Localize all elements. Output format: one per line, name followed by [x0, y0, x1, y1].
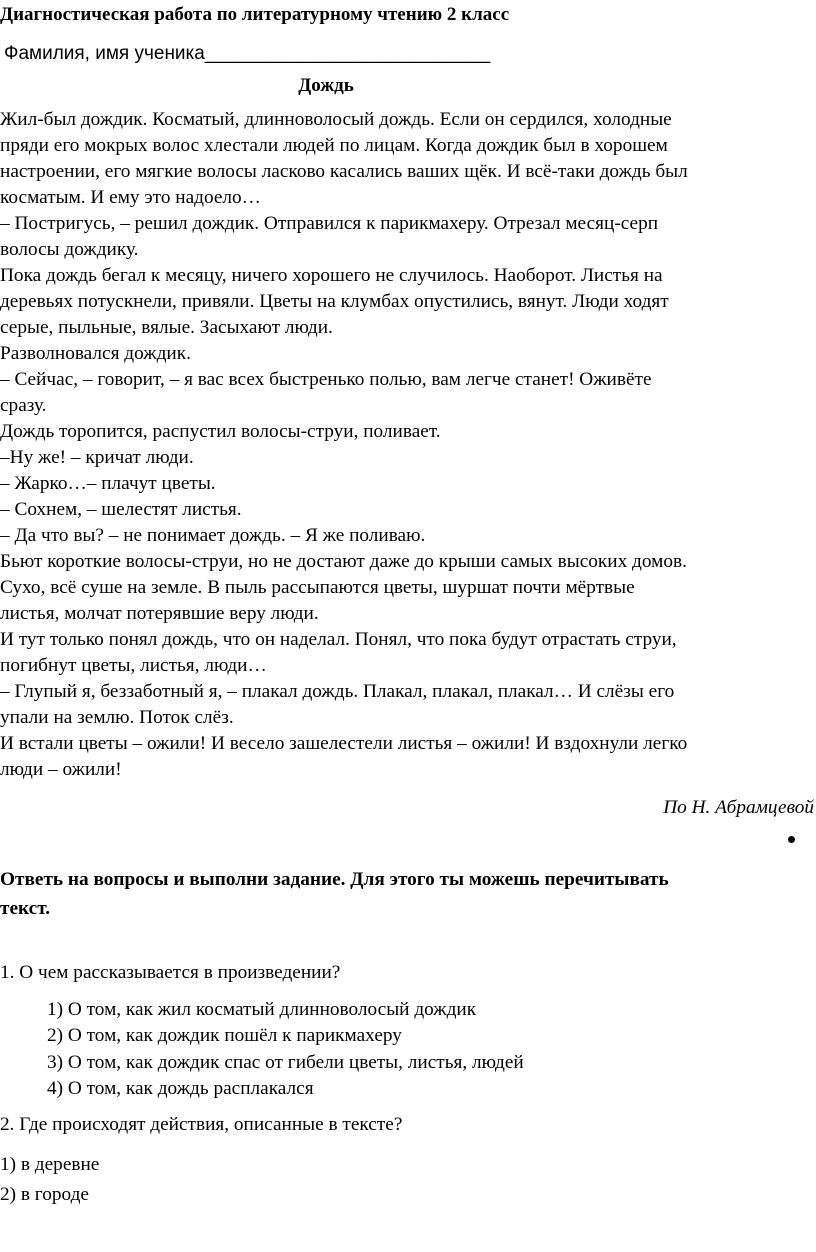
answer-option: 1) О том, как жил косматый длинноволосый дождик: [47, 999, 477, 1020]
question-2-options: [0, 1150, 99, 1210]
story-line: Разволновался дождик.: [0, 343, 191, 364]
bullet-dot: [788, 836, 795, 843]
story-line: – Жарко…– плачут цветы.: [0, 473, 216, 494]
story-line: Жил-был дождик. Косматый, длинноволосый дождь. Если он сердился, холодные: [0, 109, 672, 130]
story-line: люди – ожили!: [0, 759, 122, 780]
story-line: упали на землю. Поток слёз.: [0, 707, 234, 728]
story-line: – Постригусь, – решил дождик. Отправился к парикмахеру. Отрезал месяц-серп: [0, 213, 659, 234]
story-line: –Ну же! – кричат люди.: [0, 447, 194, 468]
answer-option: 2) О том, как дождик пошёл к парикмахеру: [47, 1025, 402, 1047]
story-line: И тут только понял дождь, что он наделал. Понял, что пока будут отрастать струи,: [0, 629, 677, 650]
story-line: деревьях потускнели, привяли. Цветы на клумбах опустились, вянут. Люди ходят: [0, 291, 669, 312]
answer-option: 1) в деревне: [0, 1154, 100, 1175]
story-line: – Глупый я, беззаботный я, – плакал дождь. Плакал, плакал, плакал… И слёзы его: [0, 681, 675, 702]
story-line: серые, пыльные, вялые. Засыхают люди.: [0, 317, 333, 338]
story-line: Дождь торопится, распустил волосы-струи, поливает.: [0, 421, 441, 442]
story-title: Дождь: [298, 75, 354, 96]
student-name-label: Фамилия, имя ученика: [4, 43, 205, 64]
instruction-line: текст.: [0, 898, 51, 919]
answer-option: 2) в городе: [0, 1184, 89, 1205]
student-name-line: [4, 43, 490, 65]
story-line: Бьют короткие волосы-струи, но не достают даже до крыши самых высоких домов.: [0, 551, 687, 572]
story-line: настроении, его мягкие волосы ласково касались ваших щёк. И всё-таки дождь был: [0, 161, 688, 182]
story-line: – Сейчас, – говорит, – я вас всех быстренько полью, вам легче станет! Оживёте: [0, 369, 652, 390]
answer-option: 4) О том, как дождь расплакался: [47, 1077, 314, 1099]
answer-option: 3) О том, как дождик спас от гибели цветы, листья, людей: [47, 1051, 524, 1073]
story-line: сразу.: [0, 395, 47, 416]
story-line: погибнут цветы, листья, люди…: [0, 655, 267, 676]
question-2: 2. Где происходят действия, описанные в тексте?: [0, 1114, 403, 1135]
instruction-line: Ответь на вопросы и выполни задание. Для этого ты можешь перечитывать: [0, 869, 669, 890]
story-line: – Да что вы? – не понимает дождь. – Я же поливаю.: [0, 525, 426, 546]
story-line: И встали цветы – ожили! И весело зашелестели листья – ожили! И вздохнули легко: [0, 733, 688, 754]
story-line: Пока дождь бегал к месяцу, ничего хорошего не случилось. Наоборот. Листья на: [0, 265, 663, 286]
story-author: По Н. Абрамцевой: [663, 797, 814, 818]
task-instruction: [0, 865, 810, 923]
story-line: Сухо, всё суше на земле. В пыль рассыпаются цветы, шуршат почти мёртвые: [0, 577, 635, 598]
story-text: [0, 107, 816, 783]
question-1: 1. О чем рассказывается в произведении?: [0, 962, 341, 983]
story-line: – Сохнем, – шелестят листья.: [0, 499, 242, 520]
student-name-blank: ___________________________: [204, 43, 491, 64]
question-1-options: [47, 997, 524, 1102]
story-line: волосы дождику.: [0, 239, 139, 260]
document-title: Диагностическая работа по литературному чтению 2 класс: [0, 4, 510, 25]
story-line: пряди его мокрых волос хлестали людей по лицам. Когда дождик был в хорошем: [0, 135, 668, 156]
story-line: косматым. И ему это надоело…: [0, 187, 261, 208]
story-line: листья, молчат потерявшие веру люди.: [0, 603, 319, 624]
